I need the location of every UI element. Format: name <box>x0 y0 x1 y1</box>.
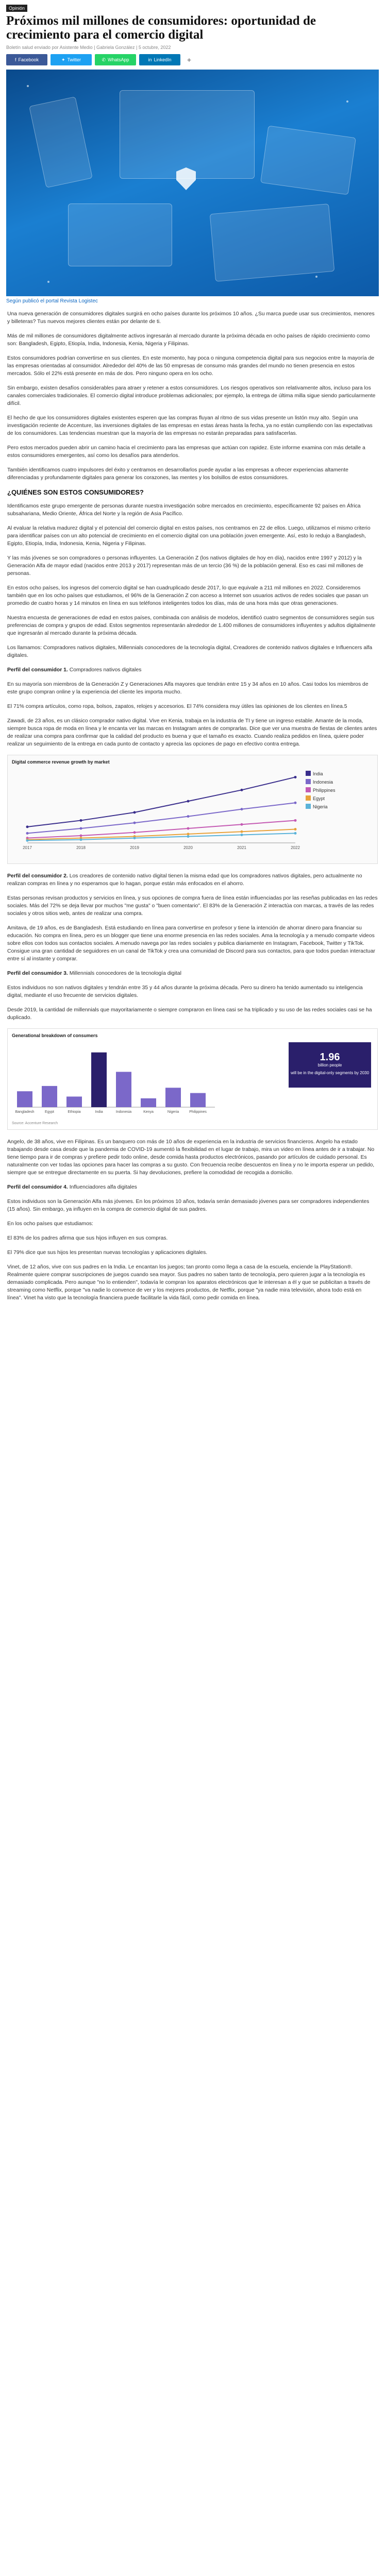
legend-label: Indonesia <box>313 779 333 785</box>
share-label: LinkedIn <box>154 57 172 62</box>
x-tick-label: India <box>95 1110 103 1114</box>
bar <box>91 1053 107 1107</box>
share-facebook-button[interactable] <box>6 54 47 65</box>
section-profile-4 <box>7 1198 378 1302</box>
sparkle-icon <box>315 276 317 278</box>
paragraph: Estas personas revisan productos y servicios en línea, y sus opciones de compra fuera de línea están influenciadas por las reseñas publicadas en las redes sociales. Más del 72% se deja llevar por muchos "me gusta" o "buen comentario". El 83% de la Generación Z interactúa con marcas, a través de las redes sociales y otros sitios web, antes de realizar una compra. <box>7 895 378 917</box>
bar <box>165 1088 181 1107</box>
legend-swatch <box>306 804 311 809</box>
paragraph: También identificamos cuatro impulsores del éxito y centramos en desarrollarlos puede ayudar a las empresas a ofrecer experiencias altamente diferenciadas y profundamente digitales para generar los corazones, las mentes y los bolsillos de estos consumidores. <box>7 467 348 481</box>
paragraph: Desde 2019, la cantidad de millennials que mayoritariamente o siempre compraron en línea casi se ha triplicado y su uso de las redes sociales casi se ha duplicado. <box>7 1007 372 1021</box>
x-tick-label: 2018 <box>76 845 86 850</box>
paragraph: El hecho de que los consumidores digitales existentes esperen que las compras fluyan al ritmo de sus vidas presente un listón muy alto. Según una investigación reciente de Accenture, las inversiones digitales de las empresas en estas áreas hasta la fecha, ya no están cumpliendo con las expectativas de los consumidores. Las tendencias muestran que la mayoría de las empresas no estarán preparadas para satisfacerlas. <box>7 415 373 436</box>
stat-unit: billion people <box>317 1063 342 1067</box>
legend-swatch <box>306 779 311 784</box>
paragraph: Estos consumidores podrían convertirse en sus clientes. En este momento, hay poca o ninguna competencia digital para sus negocios entre la mayoría de las empresas orientadas al consumidor. Alrededor del 40% de las 50 empresas de consumo más grandes del mundo no tienen presencia en estos mercados. Sólo el 22% está presente en más de dos. Pero ninguno opera en los ocho. <box>7 355 375 377</box>
paragraph: En los ocho países que estudiamos: <box>7 1221 93 1227</box>
data-point <box>241 789 243 791</box>
article-title: Próximos mil millones de consumidores: oportunidad de crecimiento para el comercio digital <box>6 14 316 42</box>
legend-swatch <box>306 771 311 776</box>
paragraph: El 71% compra artículos, como ropa, bolsos, zapatos, relojes y accesorios. El 74% considera muy útiles las opiniones de los clientes en línea.5 <box>7 704 347 709</box>
stat-note: will be in the digital-only segments by 2030 <box>290 1071 370 1075</box>
stat-callout <box>289 1042 371 1088</box>
x-tick-label: Kenya <box>143 1110 154 1114</box>
data-point <box>80 819 82 822</box>
series-line <box>27 833 295 840</box>
section-profile-2 <box>7 894 378 963</box>
data-point <box>26 839 29 842</box>
linkedin-icon: in <box>148 57 152 62</box>
bar-chart <box>7 1028 378 1130</box>
section-who <box>7 502 378 659</box>
data-point <box>294 776 297 778</box>
section-heading: ¿QUIÉNES SON ESTOS CONSUMIDORES? <box>7 488 144 496</box>
line-chart-svg <box>12 766 373 859</box>
facebook-icon: f <box>14 57 16 62</box>
series-line <box>27 803 295 833</box>
category-tag[interactable]: Opinión <box>6 5 27 12</box>
x-tick-label: Indonesia <box>115 1110 132 1114</box>
data-point <box>294 832 297 835</box>
legend-swatch <box>306 795 311 801</box>
x-tick-label: Egypt <box>45 1110 54 1114</box>
screen-graphic <box>120 90 255 179</box>
data-point <box>241 823 243 826</box>
data-point <box>26 832 29 835</box>
profile-label: Perfil del consumidor 3. <box>7 971 68 976</box>
legend-swatch <box>306 787 311 792</box>
paragraph: Sin embargo, existen desafíos considerables para atraer y retener a estos consumidores. Los riesgos operativos son relativamente altos, incluso para los canales comerciales tradicionales. El comercio digital introduce problemas adicionales; por ejemplo, la entrega de última milla sigue siendo particularmente difícil. <box>7 385 376 406</box>
bar <box>17 1091 32 1107</box>
phone-graphic <box>29 96 93 188</box>
twitter-icon: ✦ <box>61 57 65 62</box>
profile-2 <box>7 872 378 888</box>
sparkle-icon <box>346 100 348 103</box>
x-tick-label: 2020 <box>183 845 193 850</box>
legend-label: Philippines <box>313 788 336 793</box>
data-point <box>133 811 136 814</box>
hero-caption[interactable]: Según publicó el portal Revista Logistec <box>6 298 98 304</box>
paragraph: Identificamos este grupo emergente de personas durante nuestra investigación sobre mercados en crecimiento, específicamente 92 países en África subsahariana, Medio Oriente, África del Norte y la región de Asia Pacífico. <box>7 503 361 517</box>
data-point <box>294 819 297 822</box>
paragraph: Vinet, de 12 años, vive con sus padres en la India. Le encantan los juegos; tan pronto como llega a casa de la escuela, enciende la PlayStation®. Realmente quiere comprar suscripciones de juegos cuando sea mayor. Sus padres no saben tanto de tecnología, pero quieren jugar a la tecnología es demasiado complicada. Pero aunque "no lo entienden", todavía le compran los aparatos electrónicos que le interesan a él y que se publicitan a través de streaming como Netflix, porque "va nadie lo convence de ver y los mejores productos, de Netflix, porque "ya nadie mira televisión, ahora todo está en línea". Vinet ha visto que la tecnología financiera puede facilitarle la vida fácil, como pedir comida en línea. <box>7 1264 371 1301</box>
data-point <box>294 802 297 804</box>
chart-title: Digital commerce revenue growth by market <box>12 759 110 765</box>
paragraph: Angelo, de 38 años, vive en Filipinas. Es un banquero con más de 10 años de experiencia en la industria de servicios financieros. Angelo ha estado trabajando desde casa desde que la pandemia de COVID-19 aumentó la flexibilidad en el lugar de trabajo, mira un video en línea antes de ir a trabajar. No tiene tiempo para ir de compras y prefiere pedir todo online, desde comida hasta productos electrónicos, pasando por artículos de cuidado personal. Es naturalmente con ver todas las opciones para hacer las compras a su gusto. Con frecuencia recibe descuentos en línea y no le importa esperar un pedido, siempre que se entregue directamente en su puerta. Si hay devoluciones, prefiere la comodidad de recogida a domicilio. <box>7 1139 375 1176</box>
share-whatsapp-button[interactable] <box>95 54 136 65</box>
cart-graphic <box>68 204 172 266</box>
data-point <box>187 835 190 838</box>
profile-3 <box>7 970 378 977</box>
share-label: Facebook <box>18 57 39 62</box>
data-point <box>80 835 82 837</box>
more-share-icon[interactable]: + <box>187 56 192 64</box>
article-meta: Boletín salud enviado por Asistente Medio | Gabriela González | 5 octubre, 2022 <box>6 45 171 50</box>
data-point <box>187 833 190 835</box>
paragraph: Pero estos mercados pueden abrir un camino hacia el crecimiento para las empresas que actúan con rapidez. Este informe examina con más detalle a estos consumidores emergentes, así como los desafíos para atenderlos. <box>7 445 365 459</box>
bar <box>116 1072 131 1107</box>
x-tick-label: 2017 <box>23 845 32 850</box>
bar <box>190 1093 206 1107</box>
article-body <box>7 310 378 1302</box>
paragraph: En su mayoría son miembros de la Generación Z y Generaciones Alfa mayores que tendrán entre 15 y 34 años en 10 años. Casi todos los miembros de este grupo compran online y la experiencia del cliente les importa mucho. <box>7 682 369 695</box>
paragraph: Estos individuos no son nativos digitales y tendrán entre 35 y 44 años durante la próxima década. Pero su dinero ha tenido aumentado su inteligencia digital, mediante el uso frecuente de servicios digitales. <box>7 985 363 998</box>
data-point <box>241 834 243 836</box>
data-point <box>80 838 82 841</box>
paragraph: Más de mil millones de consumidores digitalmente activos ingresarán al mercado durante la próxima década en ocho países de rápido crecimiento como son: Bangladesh, Egipto, Etiopía, India, Indonesia, Kenia, Nigeria y Filipinas. <box>7 333 370 347</box>
profile-title: Influenciadores alfa digitales <box>69 1184 137 1190</box>
chart-source: Source: Accenture Research <box>12 1122 58 1125</box>
bar <box>42 1086 57 1107</box>
bar <box>66 1096 82 1107</box>
profile-title: Compradores nativos digitales <box>69 667 142 673</box>
data-point <box>241 808 243 810</box>
paragraph: Zawadi, de 23 años, es un clásico comprador nativo digital. Vive en Kenia, trabaja en la industria de TI y tiene un ingreso estable. Amante de la moda, siempre busca ropa de moda en línea y le encanta ver las marcas en Instagram antes de comprarlas. Dice que ver una muestra de fiestas de clientes antes de realizar una compra para confirmar que la calidad del producto es buena y que el tamaño es exacto. Cuando realiza pedidos en línea, quiere poder realizar un seguimiento de la entrega en cada punto de contacto y aprecia las opciones de pago en efectivo contra entrega. <box>7 718 377 747</box>
paragraph: Los llamamos: Compradores nativos digitales, Millennials conocedores de la tecnología digital, Creadores de contenido nativos digitales e Influencers alfa digitales. <box>7 645 373 658</box>
x-tick-label: Philippines <box>189 1110 207 1114</box>
data-point <box>187 815 190 818</box>
paragraph: El 83% de los padres afirma que sus hijos influyen en sus compras. <box>7 1235 168 1241</box>
paragraph: Nuestra encuesta de generaciones de edad en estos países, combinada con análisis de modelos, identificó cuatro segmentos de consumidores según sus preferencias de compra y grupos de edad. Estos segmentos representarán alrededor de 1.400 millones de consumidores influyentes y adultos digitalmente que ingresarán al mercado durante la próxima década. <box>7 615 376 636</box>
share-bar <box>6 54 379 65</box>
section-intro <box>7 310 378 482</box>
profile-label: Perfil del consumidor 4. <box>7 1184 68 1190</box>
bag-graphic <box>210 204 335 282</box>
paragraph: El 79% dice que sus hijos les presentan nuevas tecnologías y aplicaciones digitales. <box>7 1250 208 1256</box>
stat-number: 1.96 <box>320 1052 340 1063</box>
x-tick-label: 2019 <box>130 845 139 850</box>
article-page <box>3 0 382 1302</box>
data-point <box>187 800 190 803</box>
profile-title: Millennials conocedores de la tecnología digital <box>69 971 181 976</box>
data-point <box>187 827 190 830</box>
profile-4 <box>7 1183 378 1191</box>
section-profile-1 <box>7 681 378 748</box>
data-point <box>241 831 243 833</box>
paragraph: Una nueva generación de consumidores digitales surgirá en ocho países durante los próximos 10 años. ¿Su marca puede usar sus crecimientos, menores y billeteras? Tus nuevos mejores clientes están por delante de ti. <box>7 311 375 325</box>
x-tick-label: 2022 <box>291 845 300 850</box>
legend-label: Nigeria <box>313 804 328 809</box>
card-graphic <box>260 126 356 195</box>
data-point <box>133 837 136 839</box>
paragraph: Estos individuos son la Generación Alfa más jóvenes. En los próximos 10 años, todavía serán demasiado jóvenes para ser compradores independientes (15 años). Sin embargo, ya influyen en la compra de comercio digital de sus padres. <box>7 1199 370 1212</box>
data-point <box>133 831 136 834</box>
paragraph: En estos ocho países, los ingresos del comercio digital se han cuadruplicado desde 2017, lo que equivale a 211 mil millones en 2022. Consideremos también que en los ocho países que estudiamos, el 96% de la Generación Z con acceso a Internet son usuarios activos de redes sociales que pasan un promedio de cuatro horas y 14 minutos en línea en sus teléfonos inteligentes todos los días, más de una hora más que otras generaciones. <box>7 585 369 606</box>
sparkle-icon <box>47 281 49 283</box>
sparkle-icon <box>27 85 29 87</box>
hero-image <box>6 70 379 296</box>
whatsapp-icon: ✆ <box>102 57 106 62</box>
line-chart <box>7 755 378 864</box>
data-point <box>294 828 297 831</box>
chart-title: Generational breakdown of consumers <box>12 1033 98 1038</box>
profile-text: Los creadores de contenido nativo digital tienen la misma edad que los compradores nativos digitales, pero actualmente no realizan compras en línea y no esperamos que lo hagan, porque están más enfocados en el ahorro. <box>7 873 362 887</box>
shield-icon <box>176 167 196 190</box>
section-profile-3-story <box>7 1138 378 1177</box>
data-point <box>26 825 29 828</box>
paragraph: Amitava, de 19 años, es de Bangladesh. Está estudiando en línea para convertirse en profesor y tiene la intención de ahorrar dinero para financiar su educación. No compra en línea, pero es un blogger que tiene una enorme presencia en las redes sociales. Ama la tecnología y a menudo comparte videos sobre ellos con todos sus contactos sociales. A menudo navega por las redes sociales y publica diariamente en Instagram, Facebook, Twitter y TikTok. Consigue una gran cantidad de seguidores en un canal de TikTok y crea una comunidad de Discord para sus contactos, para que todos puedan interactuar entre sí al instante y comprar. <box>7 925 375 962</box>
data-point <box>133 822 136 824</box>
bar <box>141 1098 156 1107</box>
profile-label: Perfil del consumidor 2. <box>7 873 68 879</box>
section-profile-3 <box>7 984 378 1022</box>
x-tick-label: Bangladesh <box>15 1110 35 1114</box>
share-linkedin-button[interactable] <box>139 54 180 65</box>
bar-chart-svg <box>12 1038 280 1126</box>
x-tick-label: Ethiopia <box>68 1110 81 1114</box>
x-tick-label: Nigeria <box>167 1110 179 1114</box>
share-label: Twitter <box>67 57 81 62</box>
profile-1 <box>7 666 378 674</box>
share-twitter-button[interactable] <box>51 54 92 65</box>
x-tick-label: 2021 <box>237 845 246 850</box>
legend-label: Egypt <box>313 796 325 801</box>
data-point <box>80 827 82 830</box>
legend-label: India <box>313 771 323 776</box>
paragraph: Y las más jóvenes se son compradores o personas influyentes. La Generación Z (los nativos digitales de hoy en día), nacidos entre 1997 y 2012) y la Generación Alfa de mayor edad (nacidos entre 2013 y 2017) representan más de un tercio (36 %) de la población general. Eso es casi mil millones de personas. <box>7 555 363 577</box>
paragraph: Al evaluar la relativa madurez digital y el potencial del comercio digital en estos países, nos centramos en 22 de ellos. Luego, utilizamos el mismo criterio para identificar países con un alto potencial de crecimiento en el comercio digital con una población joven emergente. Así, esto lo redujo a Bangladesh, Egipto, Etiopía, India, Indonesia, Kenia, Nigeria y Filipinas. <box>7 526 371 547</box>
share-label: WhatsApp <box>108 57 129 62</box>
profile-label: Perfil del consumidor 1. <box>7 667 68 673</box>
